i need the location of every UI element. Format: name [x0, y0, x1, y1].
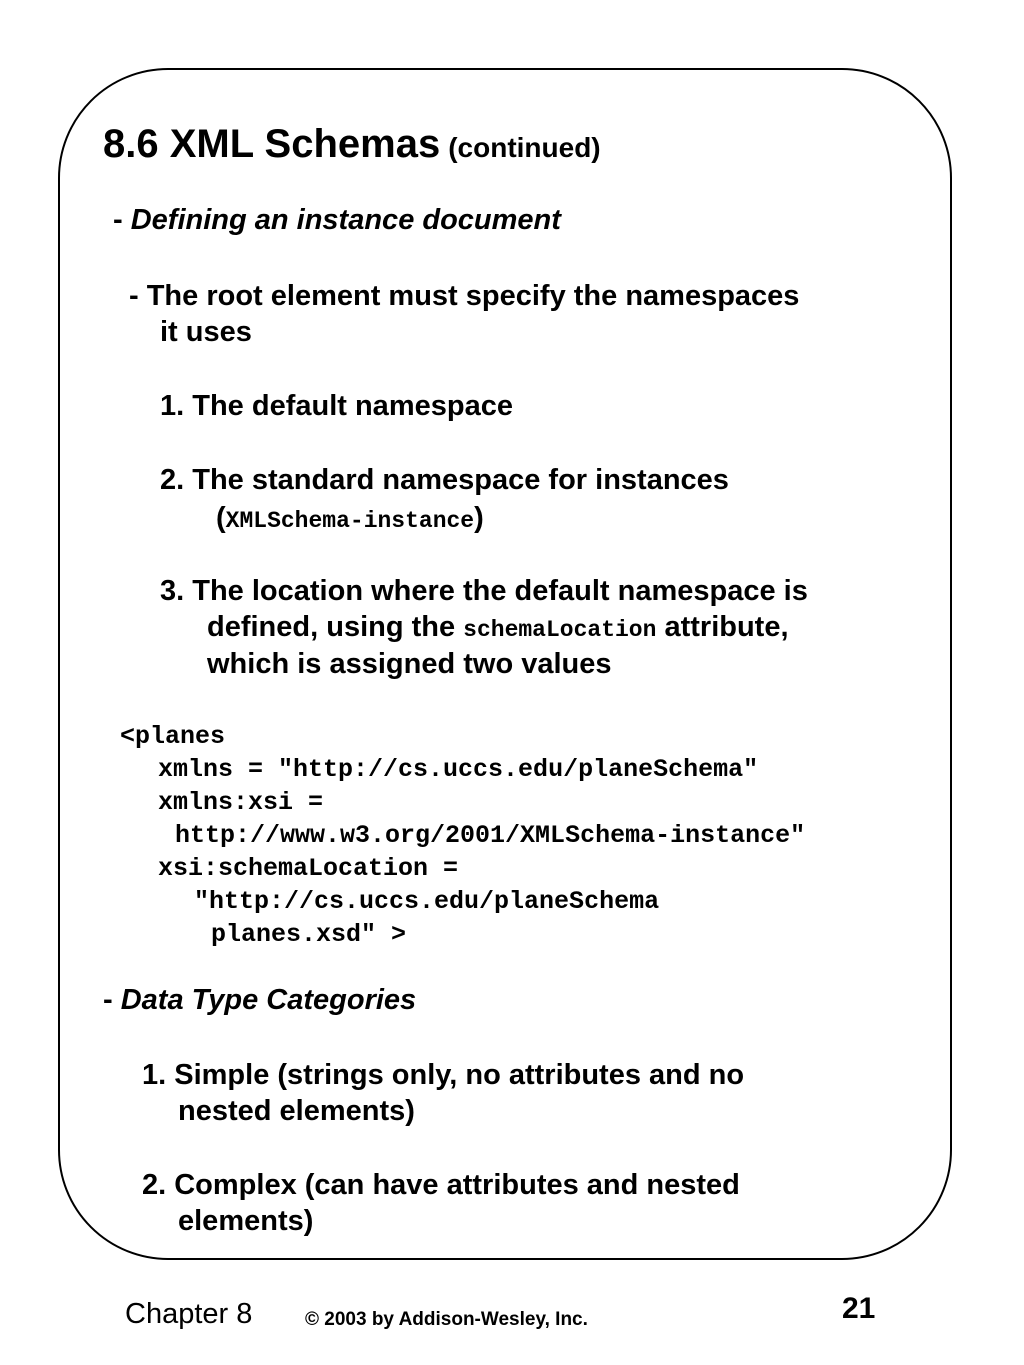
section2-dash: - [103, 984, 121, 1016]
slide-title [103, 124, 601, 164]
section2-heading-text: Data Type Categories [120, 984, 417, 1016]
item3-line2-pre: defined, using the [207, 611, 464, 643]
xmlschema-instance-code: XMLSchema-instance [225, 508, 475, 534]
type-item-1-line2: nested elements) [178, 1095, 415, 1127]
code-line: xmlns = "http://cs.uccs.edu/planeSchema" [158, 755, 759, 784]
namespace-item-2-line2 [216, 504, 484, 533]
section1-dash: - [113, 204, 131, 236]
section1-heading-text: Defining an instance document [130, 204, 561, 236]
code-line: http://www.w3.org/2001/XMLSchema-instance" [175, 821, 806, 850]
schemalocation-code: schemaLocation [463, 617, 657, 643]
namespace-item-2-line1: 2. The standard namespace for instances [160, 464, 729, 496]
footer-copyright: © 2003 by Addison-Wesley, Inc. [305, 1309, 588, 1330]
code-line: xsi:schemaLocation = [158, 854, 459, 883]
namespace-item-3-line3: which is assigned two values [207, 648, 612, 680]
title-suffix: (continued) [448, 132, 601, 163]
title-text: 8.6 XML Schemas [103, 122, 441, 166]
root-element-point-line1: - The root element must specify the namespaces [129, 280, 800, 312]
section2-heading [103, 986, 416, 1015]
close-paren: ) [474, 502, 484, 534]
code-line: planes.xsd" > [211, 920, 407, 949]
namespace-item-1: 1. The default namespace [160, 390, 513, 422]
type-item-1-line1: 1. Simple (strings only, no attributes and no [142, 1059, 745, 1091]
code-line: xmlns:xsi = [158, 788, 324, 817]
section1-heading [113, 206, 561, 235]
type-item-2-line1: 2. Complex (can have attributes and nested [142, 1169, 740, 1201]
namespace-item-3-line1: 3. The location where the default namespace is [160, 575, 808, 607]
type-item-2-line2: elements) [178, 1205, 314, 1237]
root-element-point-line2: it uses [160, 316, 252, 348]
namespace-item-3-line2 [207, 613, 789, 642]
page-number: 21 [842, 1292, 876, 1325]
open-paren: ( [216, 502, 226, 534]
code-line: <planes [120, 722, 226, 751]
item3-line2-post: attribute, [656, 611, 789, 643]
code-line: "http://cs.uccs.edu/planeSchema [194, 887, 660, 916]
footer-chapter: Chapter 8 [125, 1298, 253, 1330]
